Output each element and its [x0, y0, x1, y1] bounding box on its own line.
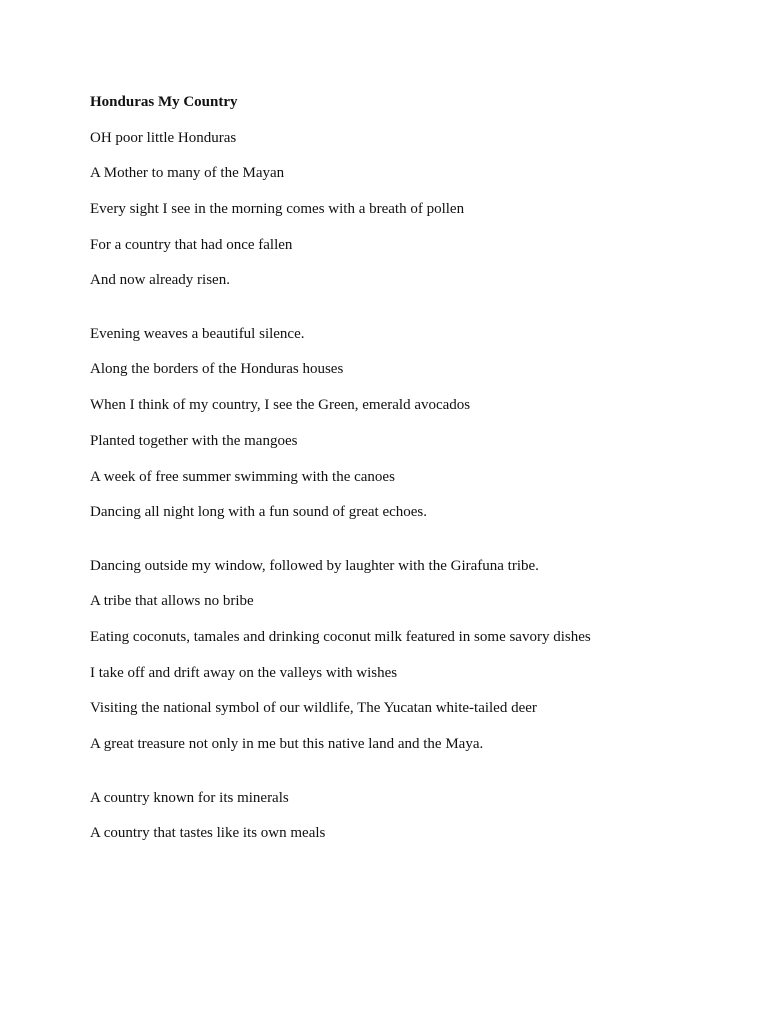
poem-line: For a country that had once fallen	[90, 236, 293, 253]
poem-line: Every sight I see in the morning comes with a breath of pollen	[90, 200, 465, 217]
poem-line: Dancing outside my window, followed by laughter with the Girafuna tribe.	[90, 557, 539, 574]
stanza-1	[90, 129, 748, 290]
poem-line: I take off and drift away on the valleys with wishes	[90, 664, 398, 681]
poem-line: Planted together with the mangoes	[90, 432, 298, 449]
poem-line: A great treasure not only in me but this native land and the Maya.	[90, 736, 484, 753]
poem-line: A tribe that allows no bribe	[90, 593, 254, 610]
stanza-4	[90, 789, 748, 843]
poem-line: Along the borders of the Honduras houses	[90, 361, 344, 378]
poem-line: A Mother to many of the Mayan	[90, 165, 285, 182]
stanza-3	[90, 557, 748, 753]
document-page	[90, 93, 748, 842]
poem-title: Honduras My Country	[90, 94, 238, 110]
poem-line: A country that tastes like its own meals	[90, 825, 326, 842]
poem-line: OH poor little Honduras	[90, 129, 237, 146]
poem-line: Visiting the national symbol of our wildlife, The Yucatan white-tailed deer	[90, 700, 537, 717]
poem-line: Eating coconuts, tamales and drinking coconut milk featured in some savory dishes	[90, 629, 591, 646]
poem-line: Evening weaves a beautiful silence.	[90, 325, 305, 342]
poem-line: A week of free summer swimming with the canoes	[90, 468, 395, 485]
poem-line: Dancing all night long with a fun sound of great echoes.	[90, 504, 428, 521]
poem-line: When I think of my country, I see the Green, emerald avocados	[90, 397, 471, 414]
stanza-2	[90, 325, 748, 521]
poem-line: A country known for its minerals	[90, 789, 289, 806]
poem-line: And now already risen.	[90, 272, 230, 289]
